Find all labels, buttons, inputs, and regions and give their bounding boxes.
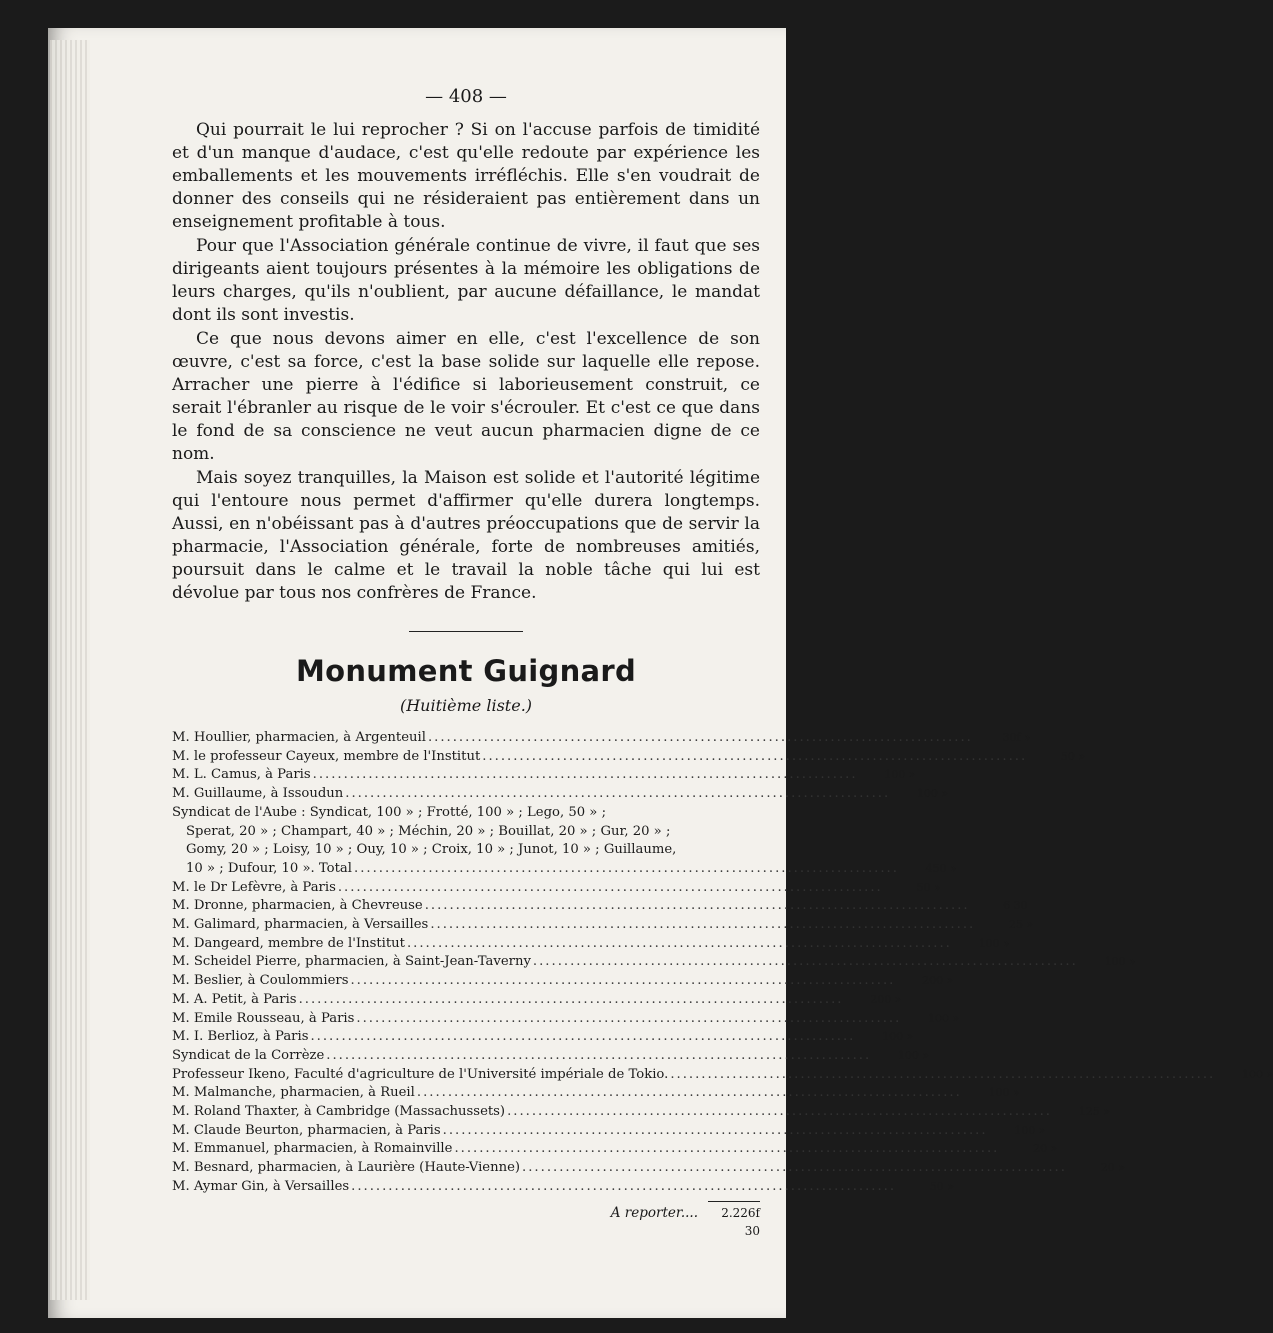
list-item: M. Emile Rousseau, à Paris ........................................................................................ 100 » — [172, 1010, 960, 1026]
page-edge-stack — [50, 40, 90, 1300]
paragraph-3: Ce que nous devons aimer en elle, c'est l'excellence de son œuvre, c'est sa force, c'est la base solide sur laquelle elle repose. Arracher une pierre à l'édifice si laborieusement construit, ce serait l'ébranler au risque de le voir s'écrouler. Et c'est ce que dans le fond de sa conscience ne veut aucun pharmacien digne de ce nom. — [172, 329, 760, 464]
list-item: M. L. Camus, à Paris ........................................................................................ 100 » — [172, 767, 916, 783]
list-item: M. le professeur Cayeux, membre de l'Institut ........................................................................................ 50 » — [172, 748, 1086, 764]
donor-list — [172, 729, 1273, 1241]
paragraph-2: Pour que l'Association générale continue de vivre, il faut que ses dirigeants aient toujours présentes à la mémoire les obligations de leurs charges, qu'ils n'oublient, par aucune défaillance, le mandat dont ils sont investis. — [172, 236, 760, 325]
syndicat-aube-total: 10 » ; Dufour, 10 ». Total ........................................................................................ 450 » — [186, 860, 957, 876]
list-item: Syndicat de la Corrèze ........................................................................................ 100 » — [172, 1047, 930, 1063]
list-item: M. Beslier, à Coulommiers ........................................................................................ 200 » — [172, 973, 954, 989]
section-subtitle: (Huitième liste.) — [399, 696, 533, 715]
list-item: M. Houllier, pharmacien, à Argenteuil ........................................................................................ 30f » — [172, 730, 1031, 745]
total-rule — [708, 1201, 760, 1202]
list-item: Professeur Ikeno, Faculté d'agriculture de l'Université impériale de Tokio. ........................................................................................ 100 » — [172, 1066, 1273, 1082]
paragraph-4: Mais soyez tranquilles, la Maison est solide et l'autorité légitime qui l'entoure nous permet d'affirmer qu'elle durera longtemps. Aussi, en n'obéissant pas à d'autres préoccupations que de servir la pharmacie, l'Association générale, forte de nombreuses amitiés, poursuit dans le calme et le travail la noble tâche qui lui est dévolue par tous nos confrères de France. — [172, 468, 760, 603]
list-item: M. Claude Beurton, pharmacien, à Paris ........................................................................................ 100 » — [172, 1122, 1046, 1138]
list-item: M. Besnard, pharmacien, à Laurière (Haute-Vienne) ........................................................................................ 20 » — [172, 1160, 1125, 1176]
list-item: M. I. Berlioz, à Paris ........................................................................................ 100 » — [172, 1029, 914, 1045]
page-number: — 408 — — [425, 86, 507, 107]
list-item: M. Roland Thaxter, à Cambridge (Massachussets) ........................................................................................ 125 » — [172, 1104, 1110, 1120]
carry-forward-value: 2.226f 30 — [721, 1205, 760, 1239]
paragraph-1: Qui pourrait le lui reprocher ? Si on l'accuse parfois de timidité et d'un manque d'audace, c'est qu'elle redoute par expérience les emballements et les mouvements irréfléchis. Elle s'en voudrait de donner des conseils qui ne résideraient pas entièrement dans un enseignement profitable à tous. — [172, 120, 760, 232]
list-item: M. A. Petit, à Paris ........................................................................................ 200 » — [172, 991, 902, 1007]
list-item: M. Guillaume, à Issoudun ........................................................................................ 100 » — [172, 786, 949, 802]
carry-forward-label: A reporter.... — [610, 1204, 698, 1221]
page-content — [172, 86, 1273, 1241]
list-item: M. Aymar Gin, à Versailles ........................................................................................ 50 » — [172, 1178, 955, 1194]
list-item: M. Dangeard, membre de l'Institut ........................................................................................ 100 » — [172, 935, 1010, 951]
list-item: M. Malmanche, pharmacien, à Rueil ........................................................................................ 100 » — [172, 1085, 1020, 1101]
syndicat-aube-line-1: Syndicat de l'Aube : Syndicat, 100 » ; Frotté, 100 » ; Lego, 50 » ; — [172, 804, 607, 820]
section-title: Monument Guignard — [295, 654, 637, 688]
syndicat-aube-line-3: Gomy, 20 » ; Loisy, 10 » ; Ouy, 10 » ; Croix, 10 » ; Junot, 10 » ; Guillaume, — [186, 842, 677, 858]
list-item: M. Scheidel Pierre, pharmacien, à Saint-Jean-Taverny ........................................................................................ 100 » — [172, 954, 1136, 970]
list-item: M. Emmanuel, pharmacien, à Romainville ........................................................................................ 20 » — [172, 1141, 1058, 1157]
section-divider — [409, 631, 523, 632]
list-item: M. Galimard, pharmacien, à Versailles ........................................................................................ 25 » — [172, 917, 1034, 933]
list-item: M. le Dr Lefèvre, à Paris ........................................................................................ 50 » — [172, 879, 941, 895]
syndicat-aube-line-2: Sperat, 20 » ; Champart, 40 » ; Méchin, 20 » ; Bouillat, 20 » ; Gur, 20 » ; — [186, 823, 671, 839]
list-item: M. Dronne, pharmacien, à Chevreuse ........................................................................................ 6 30 — [172, 898, 1028, 914]
carry-forward — [172, 1204, 760, 1241]
